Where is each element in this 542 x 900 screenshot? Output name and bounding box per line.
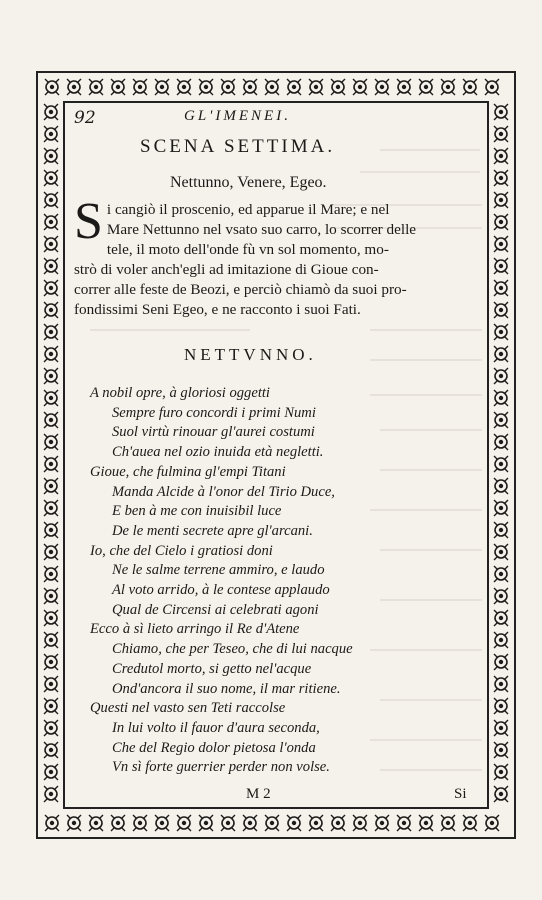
verse-line: Suol virtù rinouar gl'aurei costumi [112,424,315,441]
signature-mark: M 2 [246,786,271,802]
catchword: Si [454,786,467,802]
verse-line: Io, che del Cielo i gratiosi doni [90,542,273,559]
verse-line: Manda Alcide à l'onor del Tirio Duce, [112,483,335,500]
text-block [66,104,486,804]
speaker-name: NETTVNNO. [184,345,317,364]
verse-line: Ecco à sì lieto arringo il Re d'Atene [90,621,300,638]
stage-direction-line: tele, il moto dell'onde fù vn sol momento, mo- [106,241,389,258]
verse-line: Vn sì forte guerrier perder non volse. [112,759,330,776]
verse-line: A nobil opre, à gloriosi oggetti [90,385,270,401]
page-header [66,108,486,130]
character-list: Nettunno, Venere, Egeo. [170,174,327,191]
verse-block [66,384,486,778]
drop-cap: S [74,193,103,250]
verse-line: Gioue, che fulmina gl'empi Titani [90,463,286,480]
stage-direction [74,193,486,320]
verse-line: E ben à me con inuisibil luce [112,503,282,520]
verse-line: Ond'ancora il suo nome, il mar ritiene. [112,680,341,697]
verse-line: Ne le salme terrene ammiro, e laudo [112,562,325,579]
verse-line: Chiamo, che per Teseo, che di lui nacque [112,641,353,658]
stage-direction-line: correr alle feste de Beozi, e perciò chiamò da suoi pro- [74,281,407,298]
verse-line: Sempre furo concordi i primi Numi [112,404,316,421]
page-number: 92 [74,108,96,128]
scene-title: SCENA SETTIMA. [140,136,336,157]
stage-direction-line: fondissimi Seni Egeo, e ne racconto i suoi Fati. [74,301,361,318]
verse-line: De le menti secrete apre gl'arcani. [112,522,313,539]
verse-line: Qual de Circensi ai celebrati agoni [112,601,319,618]
verse-line: Al voto arrido, à le contese applaudo [112,582,330,599]
verse-line: Questi nel vasto sen Teti raccolse [90,700,286,717]
verse-line: In lui volto il fauor d'aura seconda, [112,719,320,736]
page-footer [66,786,486,806]
stage-direction-line: strò di voler anch'egli ad imitazione di Gioue con- [74,261,379,278]
running-head: GL'IMENEI. [184,108,291,124]
stage-direction-line: Mare Nettunno nel vsato suo carro, lo scorrer delle [106,221,417,238]
verse-line: Che del Regio dolor pietosa l'onda [112,739,316,756]
stage-direction-line: i cangiò il proscenio, ed apparue il Mare; e nel [106,201,390,218]
verse-line: Credutol morto, si getto nel'acque [112,660,312,677]
verse-line: Ch'auea nel ozio inuida età negletti. [112,444,324,461]
